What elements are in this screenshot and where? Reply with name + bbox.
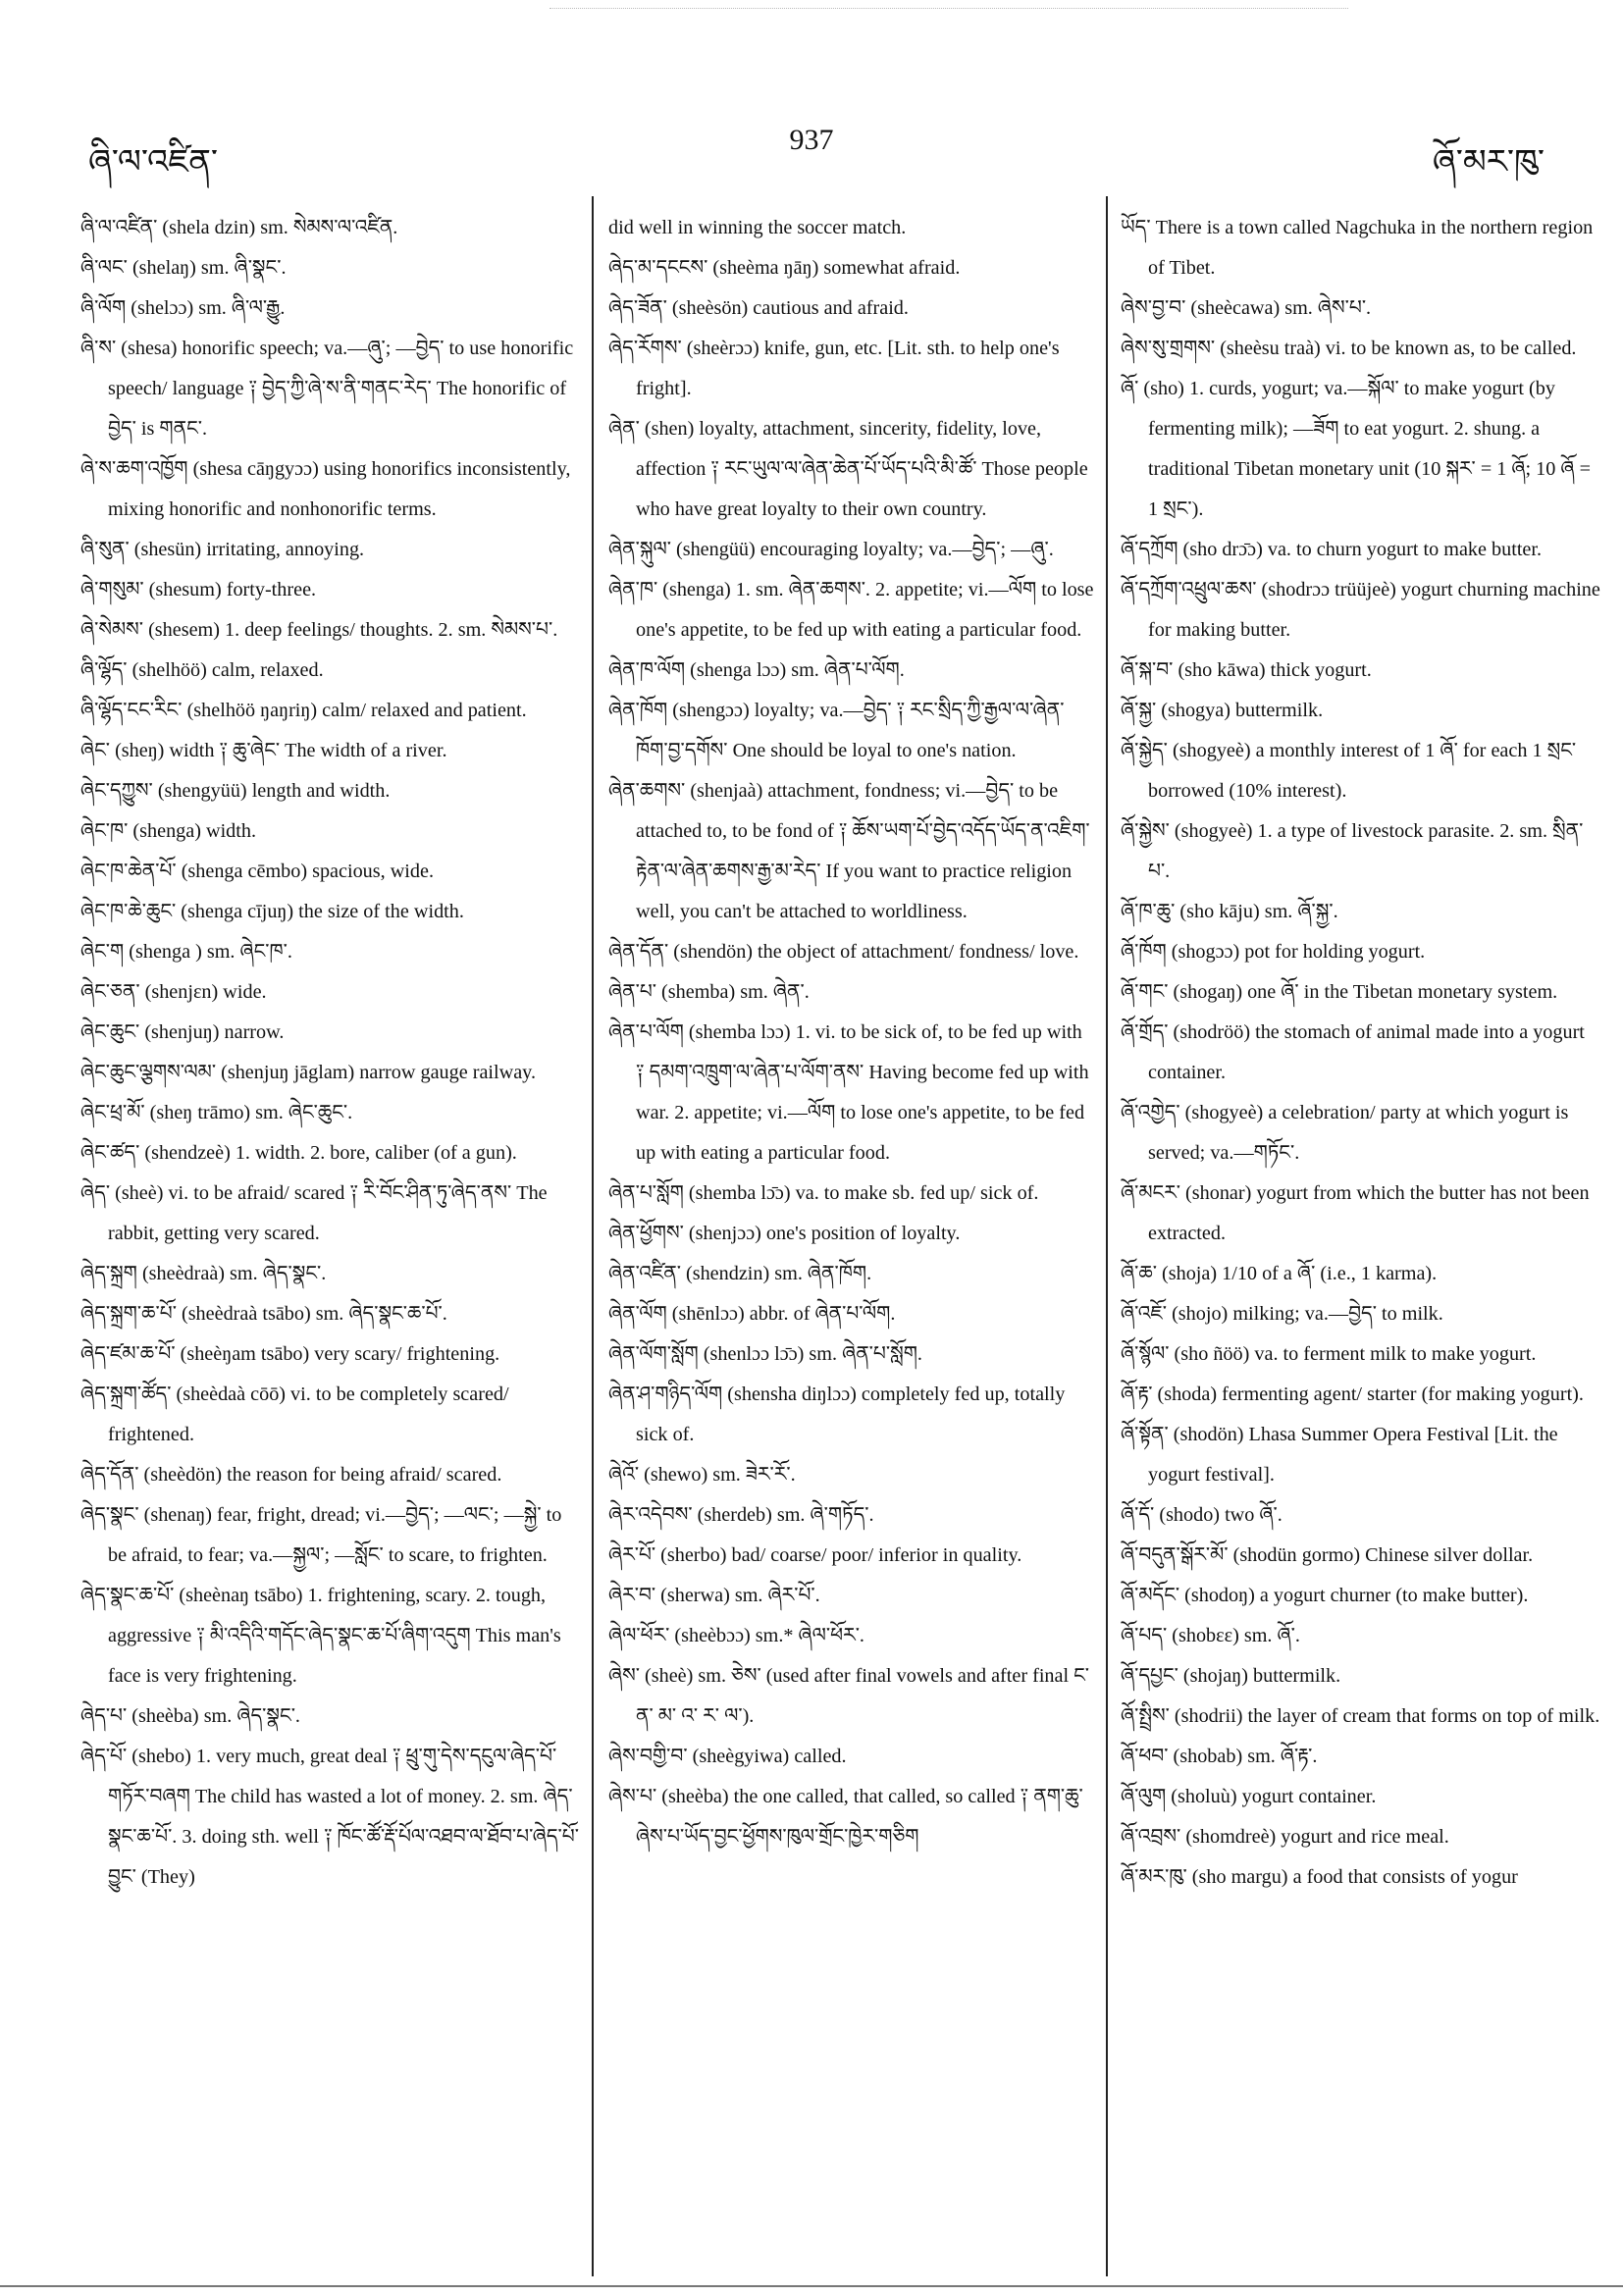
dictionary-entry: ཞོ་བདུན་སྒོར་མོ་ (shodün gormo) Chinese silver dollar. — [1121, 1544, 1534, 1566]
dictionary-entry: ཞེན་ཁོག (shengɔɔ) loyalty; va.—བྱེད་ ༑ རང་སྲིད་ཀྱི་རྒྱལ་ལ་ཞེན་ཁོག་བྱ་དགོས་ One should be loyal to one's nation. — [608, 700, 1065, 761]
dictionary-entry: ཞེད་སྣང་ཆ་པོ་ (sheènaŋ tsābo) 1. frightening, scary. 2. tough, aggressive ༑ མི་འདིའི་གདོང་ཞེད་སྣང་ཆ་པོ་ཞིག་འདུག This man's face is very frightening. — [80, 1585, 561, 1687]
dictionary-entry: ཞེན་ཤ་གཉིད་ལོག (shensha diŋlɔɔ) completely fed up, totally sick of. — [608, 1383, 1066, 1445]
dictionary-entry: ཞེད་པ་ (sheèba) sm. ཞེད་སྣང་. — [80, 1705, 300, 1727]
dictionary-entry: ཞེང་ཆུང་ (shenjuŋ) narrow. — [80, 1021, 285, 1043]
page-header — [0, 116, 1623, 182]
dictionary-entry: ཞེར་པོ་ (sherbo) bad/ coarse/ poor/ inferior in quality. — [608, 1544, 1022, 1566]
dictionary-entry: ཞོ་གང་ (shogaŋ) one ཞོ་ in the Tibetan monetary system. — [1121, 981, 1558, 1003]
dictionary-entry: ཞེང་ཁ་ (shenga) width. — [80, 820, 257, 842]
dictionary-entry: ཞེས་ (sheè) sm. ཅེས་ (used after final vowels and after final ང་ ན་ མ་ འ་ ར་ ལ་). — [608, 1665, 1090, 1727]
dictionary-entry: ཞོ་སྐྱེས་ (shogyeè) 1. a type of livestock parasite. 2. sm. སྲིན་པ་. — [1121, 820, 1584, 882]
dictionary-entry: ཞེལ་ཕོར་ (sheèbɔɔ) sm.* ཞེལ་ཕོར་. — [608, 1625, 864, 1646]
dictionary-entry: ཞེད་ (sheè) vi. to be afraid/ scared ༑ རི་བོང་ཤིན་ཏུ་ཞེད་ནས་ The rabbit, getting very scared. — [80, 1182, 548, 1244]
dictionary-entry: ཞེན་པ་ལོག (shemba lɔɔ) 1. vi. to be sick of, to be fed up with ༑ དམག་འཁྲུག་ལ་ཞེན་པ་ལོག་ནས་ Having become fed up with war. 2. appetite; vi.—ལོག to lose one's appetite, to be fed up with eating a particular food. — [608, 1021, 1089, 1164]
dictionary-entry: ཞེན་ (shen) loyalty, attachment, sincerity, fidelity, love, affection ༑ རང་ཡུལ་ལ་ཞེན་ཆེན་པོ་ཡོད་པའི་མི་ཚོ་ Those people who have great loyalty to their own country. — [608, 418, 1088, 520]
dictionary-entry: ཞི་ལྷོད་ངང་རིང་ (shelhöö ŋaŋriŋ) calm/ relaxed and patient. — [80, 700, 527, 721]
dictionary-entry: ཞི་ལ་འཛིན་ (shela dzin) sm. སེམས་ལ་འཛིན. — [80, 217, 398, 238]
dictionary-entry: ཞོ་གྲོད་ (shodröö) the stomach of animal made into a yogurt container. — [1121, 1021, 1585, 1083]
dictionary-entry: ཞེང་ཁ་ཆེན་པོ་ (shenga cēmbo) spacious, wide. — [80, 861, 435, 882]
dictionary-entry: ཡོད་ There is a town called Nagchuka in the northern region of Tibet. — [1121, 217, 1594, 279]
dictionary-entry: ཞེད་སྣང་ (shenaŋ) fear, fright, dread; vi.—བྱེད་; —ལང་; —སྐྱེ་ to be afraid, to fear; va.—སྐྱལ་; —སློང་ to scare, to frighten. — [80, 1504, 562, 1566]
dictionary-entry: ཞོ་ཕབ་ (shobab) sm. ཞོ་རྟ་. — [1121, 1746, 1318, 1767]
dictionary-entry: ཞེང་དཀྱུས་ (shengyüü) length and width. — [80, 780, 391, 802]
dictionary-entry: ཞེད་སྐྲག་ཚོད་ (sheèdaà cōō) vi. to be completely scared/ frightened. — [80, 1383, 509, 1445]
dictionary-entry: ཞེད་དོན་ (sheèdön) the reason for being afraid/ scared. — [80, 1464, 502, 1486]
dictionary-entry: ཞེར་བ་ (sherwa) sm. ཞེར་པོ་. — [608, 1585, 820, 1606]
dictionary-entry: ཞེད་ཟོན་ (sheèsön) cautious and afraid. — [608, 297, 909, 319]
dictionary-entry: ཞོ་འཇོ་ (shojo) milking; va.—བྱེད་ to milk. — [1121, 1303, 1443, 1325]
dictionary-entry: ཞེན་འཛིན་ (shendzin) sm. ཞེན་ཁོག. — [608, 1263, 872, 1284]
dictionary-entry: ཞོ་འགྱེད་ (shogyeè) a celebration/ party at which yogurt is served; va.—གཏོང་. — [1121, 1102, 1569, 1164]
dictionary-entry: ཞོ་ (sho) 1. curds, yogurt; va.—སྐོལ་ to make yogurt (by fermenting milk); —ཟོག to eat yogurt. 2. shung. a traditional Tibetan monetary unit (10 སྐར་ = 1 ཞོ; 10 ཞོ = 1 སྲང་). — [1121, 378, 1591, 520]
column-divider — [592, 196, 594, 2276]
dictionary-entry: ཞེར་འདེབས་ (sherdeb) sm. ཞེ་གཏོད་. — [608, 1504, 874, 1526]
dictionary-entry: ཞོ་ལུག (sholuù) yogurt container. — [1121, 1786, 1377, 1807]
dictionary-entry: ཞེད་རོགས་ (sheèrɔɔ) knife, gun, etc. [Lit. sth. to help one's fright]. — [608, 338, 1060, 399]
dictionary-entry: ཞེན་པ་སློག (shemba lɔ̄ɔ) va. to make sb. fed up/ sick of. — [608, 1182, 1039, 1204]
dictionary-entry: ཞོ་མདོང་ (shodoŋ) a yogurt churner (to make butter). — [1121, 1585, 1529, 1606]
dictionary-entry: ཞོ་ཁ་ཆུ་ (sho kāju) sm. ཞོ་སྐྱ་. — [1121, 901, 1338, 922]
scan-edge-bottom — [0, 2285, 1623, 2287]
dictionary-entry: ཞོ་མར་ཁུ་ (sho margu) a food that consists of yogur — [1121, 1866, 1518, 1888]
dictionary-entry: ཞེད་སྐྲག (sheèdraà) sm. ཞེད་སྣང་. — [80, 1263, 327, 1284]
dictionary-entry: ཞེ་གསུམ་ (shesum) forty-three. — [80, 579, 317, 600]
column-divider — [1106, 196, 1108, 2276]
dictionary-entry: ཞེས་པ་ (sheèba) the one called, that called, so called ༑ ནག་ཆུ་ཞེས་པ་ཡོད་བྱང་ཕྱོགས་ཁུལ་གྲོང་ཁྱེར་གཅིག — [608, 1786, 1083, 1848]
dictionary-entry: ཞེང་ཅན་ (shenjɛn) wide. — [80, 981, 267, 1003]
dictionary-entry: ཞེད་པོ་ (shebo) 1. very much, great deal ༑ ཕྲུ་གུ་དེས་དངུལ་ཞེད་པོ་གཏོར་བཞག The child has wasted a lot of money. 2. sm. ཞེད་སྣང་ཆ་པོ་. 3. doing sth. well ༑ ཁོང་ཚོ་རྡོ་པོལ་འཐབ་ལ་ཐོབ་པ་ཞེད་པོ་བྱུང་ (They) — [80, 1746, 579, 1888]
dictionary-entry: ཞོ་རྟ་ (shoda) fermenting agent/ starter (for making yogurt). — [1121, 1383, 1584, 1405]
dictionary-entry: ཞོ་སྤྲིས་ (shodrii) the layer of cream that forms on top of milk. — [1121, 1705, 1600, 1727]
dictionary-entry: ཞེན་ཁ་ (shenga) 1. sm. ཞེན་ཆགས་. 2. appetite; vi.—ལོག to lose one's appetite, to be fed up with eating a particular food. — [608, 579, 1094, 641]
dictionary-entry: ཞི་ལོག (shelɔɔ) sm. ཞི་ལ་རྒྱུ. — [80, 297, 286, 319]
dictionary-entry: ཞོ་སྐྱེད་ (shogyeè) a monthly interest of 1 ཞོ་ for each 1 སྲང་ borrowed (10% interest). — [1121, 740, 1577, 802]
dictionary-entry: ཞེ་ས་ཆག་འཁྱོག (shesa cāŋgyɔɔ) using honorifics inconsistently, mixing honorific and nonhonorific terms. — [80, 458, 571, 520]
guideword-right: ཞོ་མར་ཁུ་ — [1432, 142, 1544, 182]
dictionary-entry: ཞོ་པད་ (shobɛɛ) sm. ཞོ་. — [1121, 1625, 1300, 1646]
dictionary-entry: ཞི་སུན་ (shesün) irritating, annoying. — [80, 539, 365, 560]
dictionary-entry: ཞེང་ཆུང་ལྕགས་ལམ་ (shenjuŋ jāglam) narrow gauge railway. — [80, 1062, 537, 1083]
dictionary-entry: ཞེད་སྐྲག་ཆ་པོ་ (sheèdraà tsābo) sm. ཞེད་སྣང་ཆ་པོ་. — [80, 1303, 447, 1325]
dictionary-entry: ཞི་ལྷོད་ (shelhöö) calm, relaxed. — [80, 659, 324, 681]
dictionary-entry: ཞེད་ཛམ་ཆ་པོ་ (sheèŋam tsābo) very scary/ frightening. — [80, 1343, 500, 1365]
dictionary-entry: ཞེན་དོན་ (shendön) the object of attachment/ fondness/ love. — [608, 941, 1079, 963]
dictionary-entry: ཞེང་ཁ་ཆེ་ཆུང་ (shenga cījuŋ) the size of the width. — [80, 901, 464, 922]
dictionary-entry: ཞེའོ་ (shewo) sm. ཟེར་རོ་. — [608, 1464, 796, 1486]
dictionary-entry: ཞོ་སྐ་བ་ (sho kāwa) thick yogurt. — [1121, 659, 1372, 681]
dictionary-column-3 — [1121, 208, 1601, 2278]
dictionary-entry: did well in winning the soccer match. — [608, 217, 907, 238]
dictionary-entry: ཞེས་བགྱི་བ་ (sheègyiwa) called. — [608, 1746, 847, 1767]
dictionary-entry: ཞོ་སྟོན་ (shodön) Lhasa Summer Opera Festival [Lit. the yogurt festival]. — [1121, 1424, 1558, 1486]
dictionary-column-1 — [80, 208, 581, 2278]
dictionary-entry: ཞོ་ཁོག (shogɔɔ) pot for holding yogurt. — [1121, 941, 1426, 963]
dictionary-entry: ཞེན་ཆགས་ (shenjaà) attachment, fondness; vi.—བྱེད་ to be attached to, to be fond of ༑ ཆོས་ཡག་པོ་བྱེད་འདོད་ཡོད་ན་འཇིག་རྟེན་ལ་ཞེན་ཆགས་རྒྱ་མ་རེད་ If you want to practice religion well, you can't be attached to worldliness. — [608, 780, 1090, 922]
dictionary-entry: ཞེན་ཕྱོགས་ (shenjɔɔ) one's position of loyalty. — [608, 1223, 961, 1244]
dictionary-entry: ཞོ་དཀྲོག་འཕྲུལ་ཆས་ (shodrɔɔ trüüjeè) yogurt churning machine for making butter. — [1121, 579, 1600, 641]
dictionary-entry: ཞེན་ཁ་ལོག (shenga lɔɔ) sm. ཞེན་པ་ལོག. — [608, 659, 905, 681]
dictionary-entry: ཞེན་ལོག་སློག (shenlɔɔ lɔ̄ɔ) sm. ཞེན་པ་སློག. — [608, 1343, 922, 1365]
dictionary-entry: ཞོ་སྙོལ་ (sho ñöö) va. to ferment milk to make yogurt. — [1121, 1343, 1537, 1365]
dictionary-entry: ཞི་ལང་ (shelaŋ) sm. ཞི་སྣང་. — [80, 257, 287, 279]
dictionary-entry: ཞེན་པ་ (shemba) sm. ཞེན་. — [608, 981, 810, 1003]
dictionary-entry: ཞོ་འབྲས་ (shomdreè) yogurt and rice meal. — [1121, 1826, 1449, 1848]
dictionary-entry: ཞོ་དཔྱང་ (shojaŋ) buttermilk. — [1121, 1665, 1341, 1687]
dictionary-entry: ཞེང་ག (shenga ) sm. ཞེང་ཁ་. — [80, 941, 292, 963]
dictionary-entry: ཞེང་ཕྲ་མོ་ (sheŋ trāmo) sm. ཞེང་ཆུང་. — [80, 1102, 353, 1123]
page-number: 937 — [789, 124, 834, 156]
dictionary-entry: ཞོ་དཀྲོག (sho drɔ̄ɔ) va. to churn yogurt to make butter. — [1121, 539, 1543, 560]
dictionary-entry: ཞེད་མ་དངངས་ (sheèma ŋāŋ) somewhat afraid. — [608, 257, 961, 279]
dictionary-entry: ཞེ་སེམས་ (shesem) 1. deep feelings/ thoughts. 2. sm. སེམས་པ་. — [80, 619, 558, 641]
dictionary-column-2 — [608, 208, 1095, 2278]
dictionary-entry: ཞོ་ཆ་ (shoja) 1/10 of a ཞོ་ (i.e., 1 karma). — [1121, 1263, 1438, 1284]
dictionary-entry: ཞོ་དོ་ (shodo) two ཞོ་. — [1121, 1504, 1283, 1526]
dictionary-entry: ཞེས་སུ་གྲགས་ (sheèsu traà) vi. to be known as, to be called. — [1121, 338, 1577, 359]
dictionary-entry: ཞོ་སྐྱ་ (shogya) buttermilk. — [1121, 700, 1324, 721]
dictionary-entry: ཞི་ས་ (shesa) honorific speech; va.—ཞུ་; —བྱེད་ to use honorific speech/ language ༑ བྱེད་ཀྱི་ཞེ་ས་ནི་གནང་རེད་ The honorific of བྱེད་ is གནང་. — [80, 338, 574, 440]
guideword-left: ཞི་ལ་འཛིན་ — [88, 142, 219, 182]
scan-edge-top — [550, 8, 1348, 9]
dictionary-entry: ཞེང་ཚད་ (shendzeè) 1. width. 2. bore, caliber (of a gun). — [80, 1142, 517, 1164]
dictionary-entry: ཞོ་མངར་ (shonar) yogurt from which the butter has not been extracted. — [1121, 1182, 1590, 1244]
dictionary-entry: ཞེང་ (sheŋ) width ༑ ཆུ་ཞེང་ The width of a river. — [80, 740, 447, 761]
dictionary-entry: ཞེས་བྱ་བ་ (sheècawa) sm. ཞེས་པ་. — [1121, 297, 1372, 319]
dictionary-entry: ཞེན་སྐུལ་ (shengüü) encouraging loyalty; va.—བྱེད་; —ཞུ་. — [608, 539, 1054, 560]
dictionary-entry: ཞེན་ལོག (shēnlɔɔ) abbr. of ཞེན་པ་ལོག. — [608, 1303, 896, 1325]
